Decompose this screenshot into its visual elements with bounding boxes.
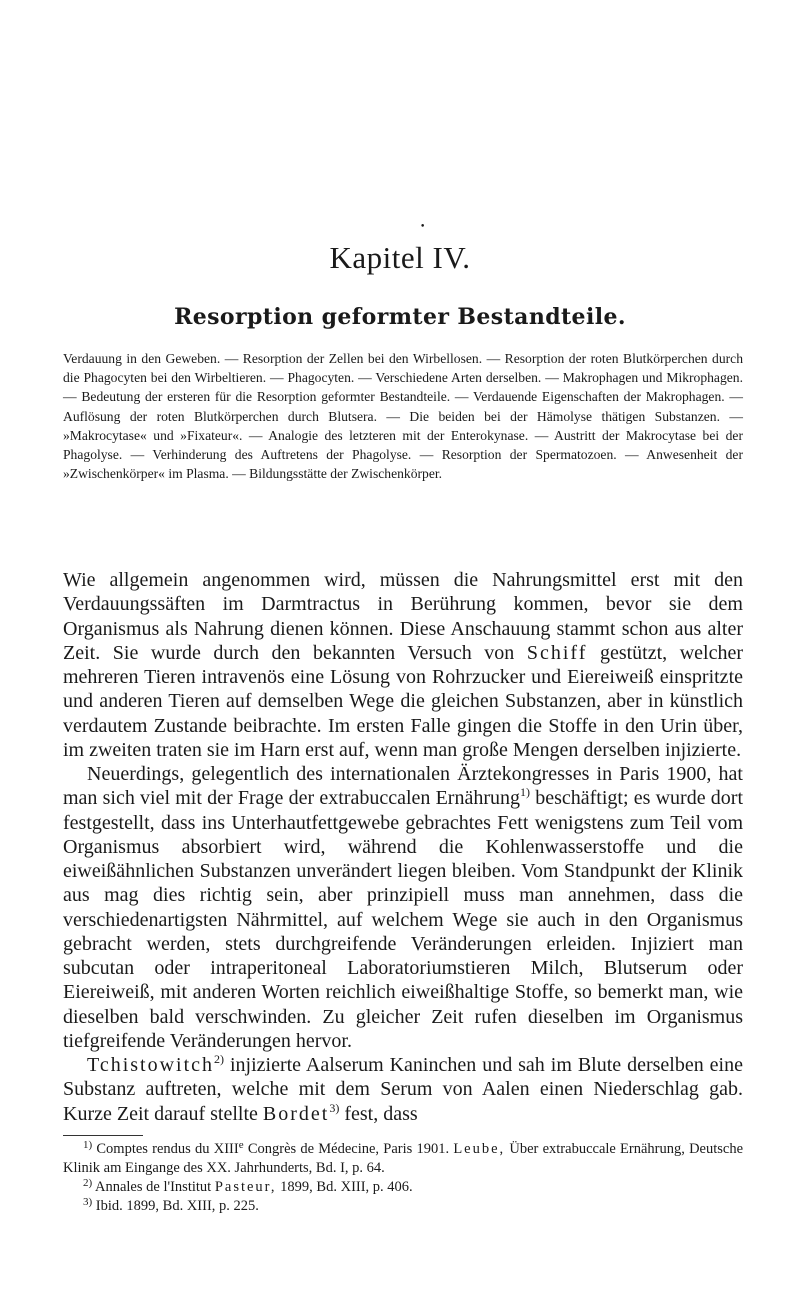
text-run: gestützt, welcher mehreren Tieren intravenös eine Lösung von Rohrzucker und Eiereiweiß einspritzte und anderen Tieren auf demselben Wege die gleichen Substanzen, aber in künstlich verdautem Zustande beibrachte. Im ersten Falle gingen die Stoffe in den Urin über, im zweiten traten sie im Harn erst auf, wenn man große Mengen derselben injizierte. (63, 641, 744, 761)
text-run: Comptes rendus du XIII (96, 1141, 239, 1157)
footnote-1 (63, 1140, 743, 1178)
text-run: Ibid. 1899, Bd. XIII, p. 225. (95, 1198, 259, 1214)
text-run: Wie allgemein angenommen wird, müssen die Nahrungsmittel erst mit den Verdauungssäften im Darmtractus in Berührung kommen, bevor sie dem Organismus als Nahrung dienen können. Diese Anschauung stammt schon aus alter Zeit. Sie wurde durch den bekannten Versuch von (63, 569, 743, 664)
chapter-heading: Kapitel IV. (329, 240, 471, 275)
chapter-summary: Verdauung in den Geweben. — Resorption der Zellen bei den Wirbellosen. — Resorption der roten Blutkörperchen durch die Phagocyten bei den Wirbeltieren. — Phagocyten. — Verschiedene Arten derselben. — Makrophagen und Mikrophagen. — Bedeutung der ersteren für die Resorption geformter Bestandteile. — Verdauende Eigenschaften der Makrophagen. — Auflösung der roten Blutkörperchen durch Blutsera. — Die beiden bei der Hämolyse thätigen Substanzen. — »Makrocytase« und »Fixateur«. — Analogie des letzteren mit der Enterokynase. — Austritt der Makrocytase bei der Phagolyse. — Verhinderung des Auftretens der Phagolyse. — Resorption der Spermatozoen. — Anwesenheit der »Zwischenkörper« im Plasma. — Bildungsstätte der Zwischenkörper. (63, 351, 743, 482)
paragraph-1 (63, 568, 743, 762)
text-run: Congrès de Médecine, Paris 1901. (247, 1141, 450, 1157)
author-name: Schiff (526, 641, 588, 664)
text-run: injizierte Aalserum Kaninchen und sah im Blute derselben eine Substanz auftreten, welche mit dem Serum von Aalen einen Niederschlag gab. Kurze Zeit darauf stellte (63, 1054, 743, 1125)
section-title: Resorption geformter Bestandteile. (174, 304, 626, 330)
author-name: Bordet (262, 1102, 330, 1125)
text-run: Annales de l'Institut (95, 1179, 212, 1195)
footnote-number: 1) (83, 1139, 93, 1151)
footnote-ref: 1) (520, 785, 531, 800)
body-text (63, 568, 743, 1126)
ordinal-suffix: e (238, 1139, 244, 1151)
text-run: Über extrabuccale Ernährung, Deutsche Klinik am Eingange des XX. Jahrhunderts, Bd. I, p. 64. (63, 1141, 744, 1176)
text-run: fest, dass (344, 1102, 418, 1125)
author-name: Tchistowitch (87, 1054, 215, 1076)
author-name: Leube, (453, 1141, 506, 1157)
footnotes (63, 1140, 743, 1216)
paragraph-2 (63, 762, 743, 1053)
footnote-ref: 3) (329, 1100, 340, 1115)
footnote-number: 3) (83, 1196, 93, 1208)
footnote-2 (63, 1178, 743, 1197)
text-run: 1899, Bd. XIII, p. 406. (280, 1179, 413, 1195)
footnote-3 (63, 1197, 743, 1216)
text-run: Neuerdings, gelegentlich des internationalen Ärztekongresses in Paris 1900, hat man sich viel mit der Frage der extrabuccalen Ernährung (63, 763, 743, 810)
paragraph-3 (63, 1053, 743, 1126)
author-name: Pasteur, (214, 1179, 277, 1195)
footnote-ref: 2) (214, 1052, 225, 1066)
footnote-number: 2) (83, 1177, 93, 1189)
text-run: beschäftigt; es wurde dort festgestellt, dass ins Unterhautfettgewebe gebrachtes Fett wenigstens zum Teil vom Organismus absorbiert wird, während die Kohlenwasserstoffe und die eiweißähnlichen Substanzen unverändert liegen bleiben. Vom Standpunkt der Klinik aus mag dies richtig sein, aber prinzipiell muss man annehmen, dass die verschiedenartigsten Nährmittel, auf welchem Wege sie auch in den Organismus gebracht werden, stets durchgreifende Veränderungen erleiden. Injiziert man subcutan oder intraperitoneal Laboratoriumstieren Milch, Blutserum oder Eiereiweiß, mit anderen Worten reichlich eiweißhaltige Stoffe, so bemerkt man, wie dieselben bald verschwinden. Zu gleicher Zeit rufen dieselben im Organismus tiefgreifende Veränderungen hervor. (63, 787, 744, 1052)
print-speck: • (420, 222, 426, 232)
footnote-divider (63, 1135, 143, 1136)
